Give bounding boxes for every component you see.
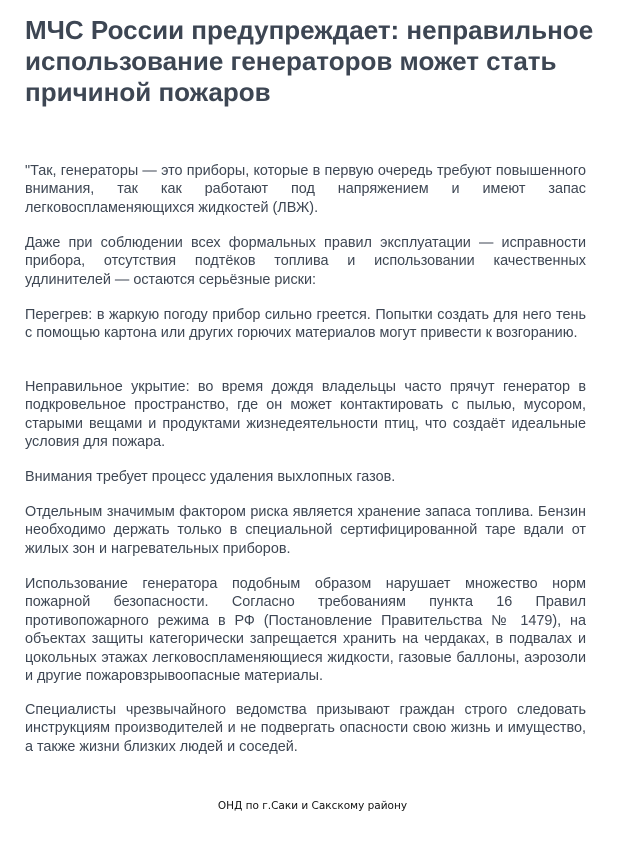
- page-footer: ОНД по г.Саки и Сакскому району: [217, 800, 408, 812]
- article-title: МЧС России предупреждает: неправильное использование генераторов может стать причиной пожаров: [25, 15, 594, 107]
- article-paragraph-8: Специалисты чрезвычайного ведомства призывают граждан строго следовать инструкциям производителей и не подвергать опасности свою жизнь и имущество, а также жизни близких людей и соседей.: [25, 702, 586, 755]
- article-paragraph-4: Неправильное укрытие: во время дождя владельцы часто прячут генератор в подкровельное пространство, где он может контактировать с пылью, мусором, старыми вещами и продуктами жизнедеятельности птиц, что создаёт идеальные условия для пожара.: [25, 379, 586, 451]
- article-paragraph-5: Внимания требует процесс удаления выхлопных газов.: [25, 469, 396, 485]
- article-paragraph-2: Даже при соблюдении всех формальных правил эксплуатации — исправности прибора, отсутствия подтёков топлива и использовании качественных удлинителей — остаются серьёзные риски:: [25, 235, 586, 288]
- article-paragraph-6: Отдельным значимым фактором риска является хранение запаса топлива. Бензин необходимо держать только в специальной сертифицированной таре вдали от жилых зон и нагревательных приборов.: [25, 504, 586, 557]
- article-paragraph-1: "Так, генераторы — это приборы, которые в первую очередь требуют повышенного внимания, так как работают под напряжением и имеют запас легковоспламеняющихся жидкостей (ЛВЖ).: [25, 163, 586, 216]
- article-paragraph-7: Использование генератора подобным образом нарушает множество норм пожарной безопасности. Согласно требованиям пункта 16 Правил противопожарного режима в РФ (Постановление Правительства № 1479), на объектах защиты категорически запрещается хранить на чердаках, в подвалах и цокольных этажах легковоспламеняющиеся жидкости, газовые баллоны, аэрозоли и другие пожаровзрывоопасные материалы.: [25, 576, 586, 685]
- article-paragraph-3: Перегрев: в жаркую погоду прибор сильно греется. Попытки создать для него тень с помощью картона или других горючих материалов могут привести к возгоранию.: [25, 307, 586, 342]
